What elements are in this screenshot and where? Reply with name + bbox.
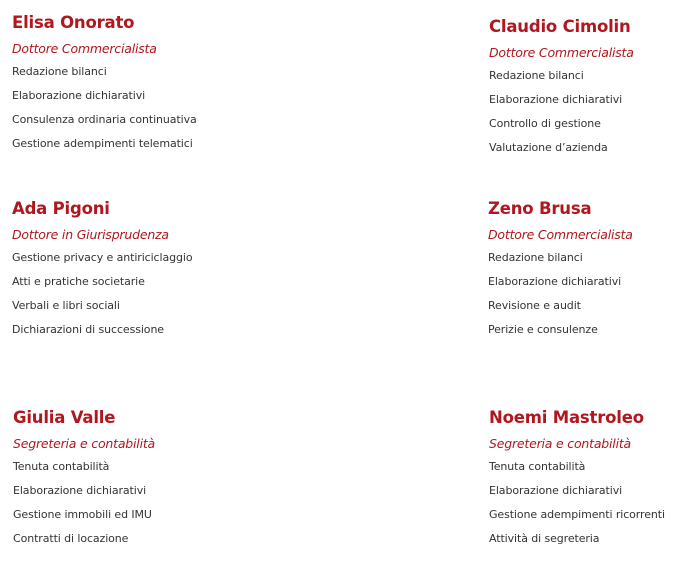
services-list [13,455,213,551]
person-role: Segreteria e contabilità [13,436,156,451]
service-item: Tenuta contabilità [13,460,110,473]
person-name: Giulia Valle [13,408,116,427]
person-role: Dottore Commercialista [12,41,157,56]
service-item: Redazione bilanci [489,69,584,82]
service-item: Attività di segreteria [489,532,600,545]
service-item: Consulenza ordinaria continuativa [12,113,197,126]
service-item: Elaborazione dichiarativi [489,93,623,106]
person-role: Segreteria e contabilità [489,436,632,451]
service-item: Tenuta contabilità [489,460,586,473]
person-card-ada-pigoni [12,199,212,342]
person-name: Ada Pigoni [12,199,110,218]
service-item: Gestione adempimenti telematici [12,137,193,150]
person-name: Noemi Mastroleo [489,408,644,427]
person-role: Dottore in Giurisprudenza [12,227,169,242]
service-item: Atti e pratiche societarie [12,275,145,288]
services-list [12,246,212,342]
service-item: Gestione immobili ed IMU [13,508,152,521]
person-card-zeno-brusa [488,199,685,342]
person-name: Zeno Brusa [488,199,592,218]
service-item: Dichiarazioni di successione [12,323,164,336]
service-item: Valutazione d’azienda [489,141,608,154]
service-item: Verbali e libri sociali [12,299,120,312]
person-card-elisa-onorato [12,13,212,156]
service-item: Elaborazione dichiarativi [489,484,623,497]
service-item: Gestione privacy e antiriciclaggio [12,251,193,264]
services-list [488,246,685,342]
service-item: Redazione bilanci [488,251,583,264]
person-card-giulia-valle [13,408,213,551]
service-item: Elaborazione dichiarativi [13,484,147,497]
service-item: Perizie e consulenze [488,323,598,336]
person-name: Elisa Onorato [12,13,135,32]
services-list [489,64,685,160]
service-item: Redazione bilanci [12,65,107,78]
service-item: Elaborazione dichiarativi [12,89,146,102]
service-item: Elaborazione dichiarativi [488,275,622,288]
person-name: Claudio Cimolin [489,17,631,36]
service-item: Controllo di gestione [489,117,601,130]
person-role: Dottore Commercialista [489,45,634,60]
person-card-claudio-cimolin [489,17,685,160]
service-item: Contratti di locazione [13,532,129,545]
person-card-noemi-mastroleo [489,408,685,551]
service-item: Revisione e audit [488,299,581,312]
services-list [12,60,212,156]
services-list [489,455,685,551]
person-role: Dottore Commercialista [488,227,633,242]
service-item: Gestione adempimenti ricorrenti [489,508,665,521]
